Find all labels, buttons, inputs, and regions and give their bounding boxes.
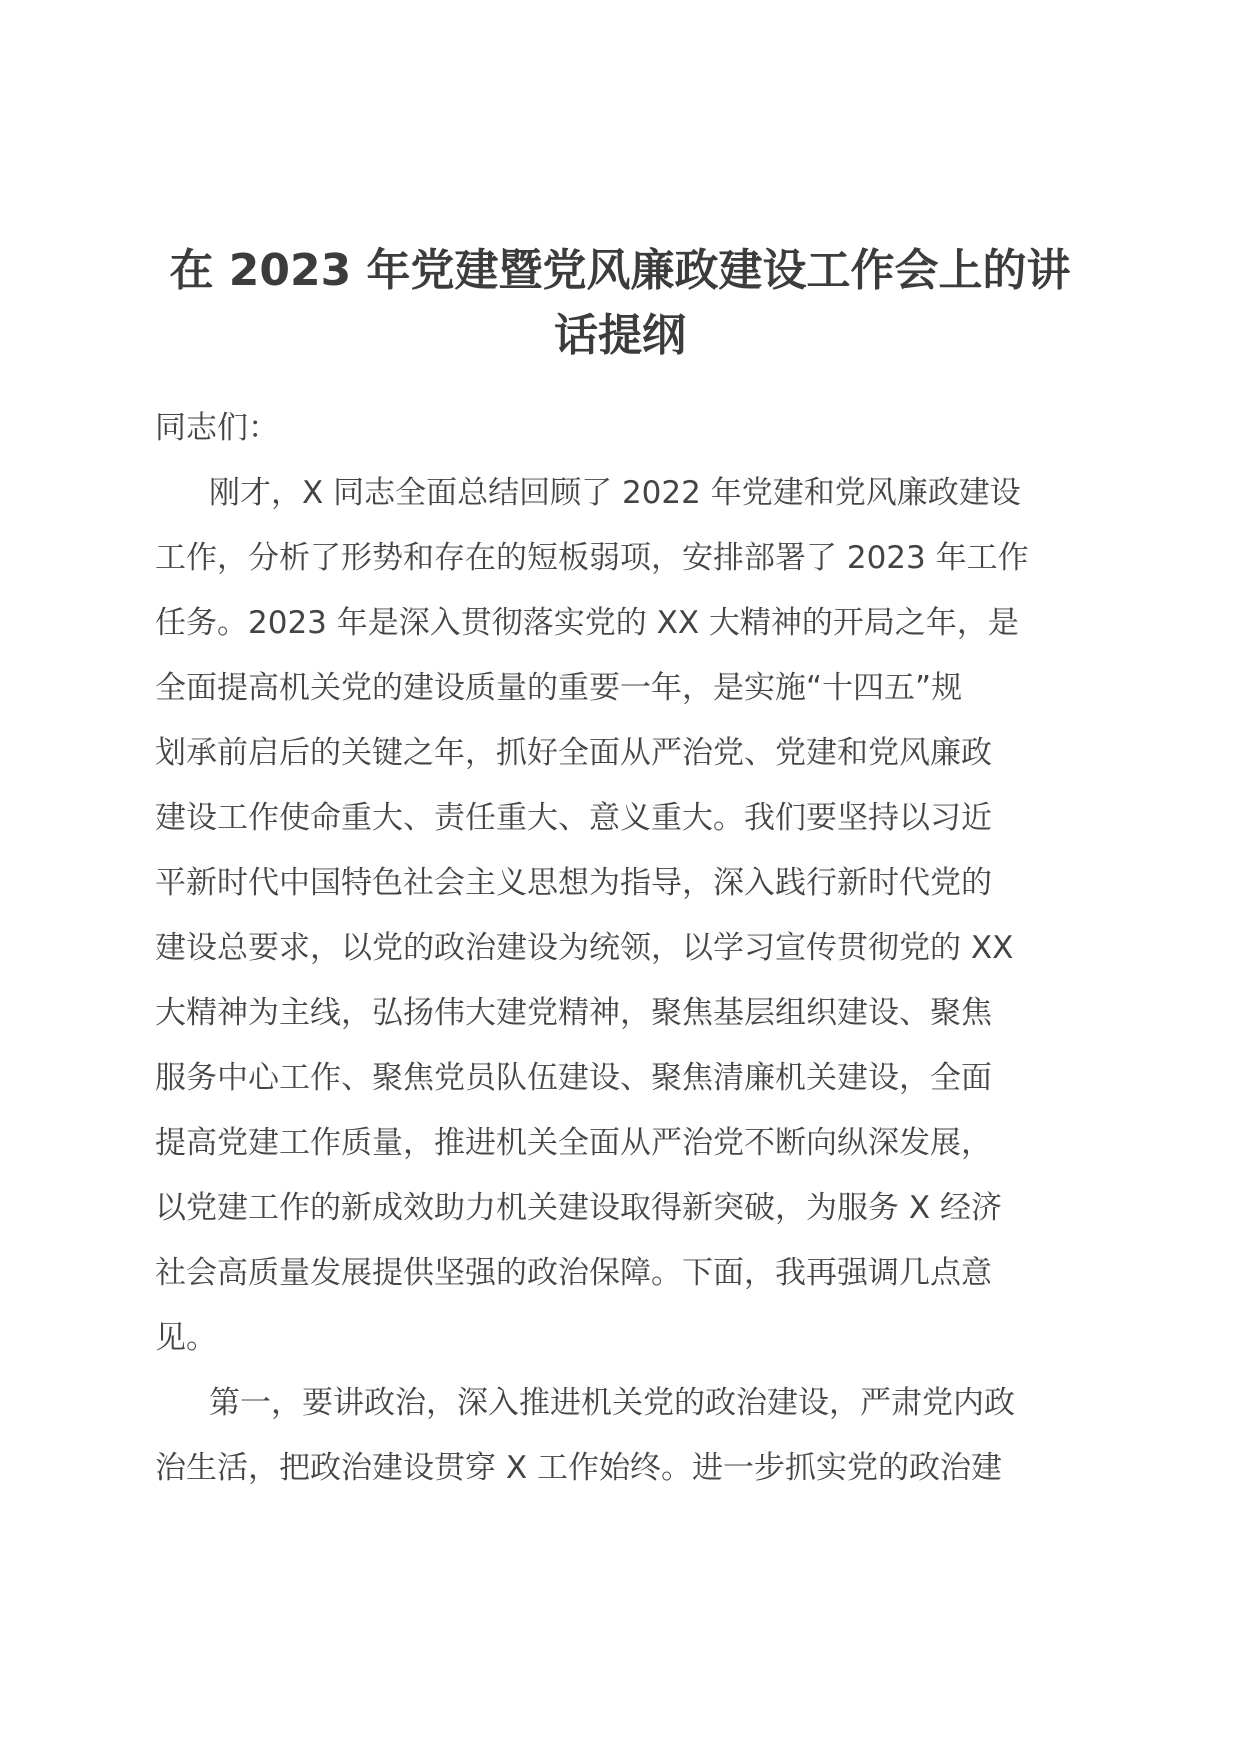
title-line: 话提纲 bbox=[554, 310, 686, 361]
paragraph-line: 建设总要求，以党的政治建设为统领，以学习宣传贯彻党的 XX bbox=[155, 930, 1014, 966]
paragraph-line: 治生活，把政治建设贯穿 X 工作始终。进一步抓实党的政治建 bbox=[155, 1450, 1002, 1486]
salutation-text: 同志们： bbox=[155, 410, 279, 446]
paragraph-line: 第一，要讲政治，深入推进机关党的政治建设，严肃党内政 bbox=[209, 1385, 1015, 1421]
paragraph-intro bbox=[155, 461, 1085, 1371]
paragraph-line: 任务。2023 年是深入贯彻落实党的 XX 大精神的开局之年，是 bbox=[155, 605, 1019, 641]
paragraph-line: 刚才，X 同志全面总结回顾了 2022 年党建和党风廉政建设 bbox=[209, 475, 1021, 511]
paragraph-line: 见。 bbox=[155, 1320, 217, 1356]
paragraph-line: 大精神为主线，弘扬伟大建党精神，聚焦基层组织建设、聚焦 bbox=[155, 995, 992, 1031]
title-line: 在 2023 年党建暨党风廉政建设工作会上的讲 bbox=[169, 245, 1071, 296]
paragraph-line: 全面提高机关党的建设质量的重要一年，是实施“十四五”规 bbox=[155, 670, 963, 706]
paragraph-line: 建设工作使命重大、责任重大、意义重大。我们要坚持以习近 bbox=[155, 800, 992, 836]
paragraph-line: 社会高质量发展提供坚强的政治保障。下面，我再强调几点意 bbox=[155, 1255, 992, 1291]
paragraph-line: 提高党建工作质量，推进机关全面从严治党不断向纵深发展， bbox=[155, 1125, 992, 1161]
paragraph-first-point bbox=[155, 1371, 1085, 1501]
document-title bbox=[155, 238, 1085, 368]
paragraph-line: 划承前启后的关键之年，抓好全面从严治党、党建和党风廉政 bbox=[155, 735, 992, 771]
salutation bbox=[155, 396, 1085, 461]
document-body bbox=[155, 396, 1085, 1501]
paragraph-line: 服务中心工作、聚焦党员队伍建设、聚焦清廉机关建设，全面 bbox=[155, 1060, 992, 1096]
paragraph-line: 平新时代中国特色社会主义思想为指导，深入践行新时代党的 bbox=[155, 865, 992, 901]
paragraph-line: 工作，分析了形势和存在的短板弱项，安排部署了 2023 年工作 bbox=[155, 540, 1029, 576]
paragraph-line: 以党建工作的新成效助力机关建设取得新突破，为服务 X 经济 bbox=[155, 1190, 1002, 1226]
